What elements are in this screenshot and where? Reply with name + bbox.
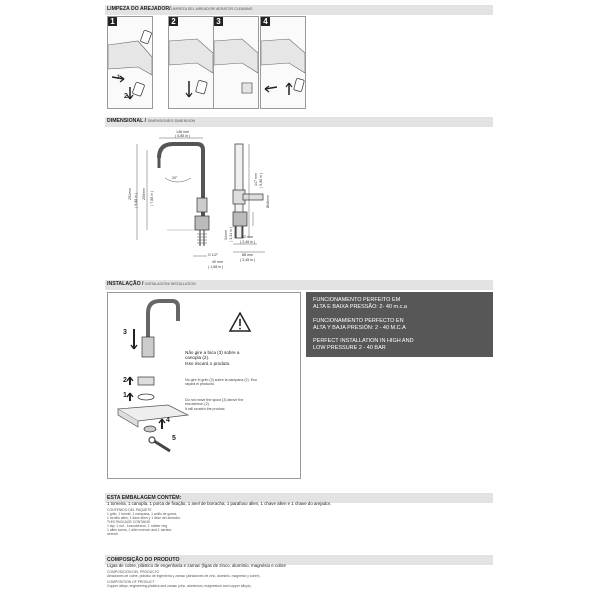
- part-number-2: 2: [123, 377, 127, 384]
- package-line: wrench.: [107, 532, 119, 536]
- installation-box: [107, 292, 301, 479]
- package-title: ESTA EMBALAGEM CONTÉM:: [107, 495, 182, 501]
- composition-line: Aleaciones de cobre, plástico de ingeniería y zamac (aleaciones de zinc, aluminio, magnesio y cobre).: [107, 574, 261, 578]
- dim-angle: 20°: [172, 176, 178, 180]
- installation-title: [107, 281, 196, 287]
- part-number-4: 4: [166, 417, 170, 424]
- step-number: 2: [169, 17, 178, 26]
- package-line: 1 grifo, 1 fuente, 1 campana, 1 anillo de goma,: [107, 512, 177, 516]
- package-line: 1 tornillo allen, 1 llave allen y 1 llave del aireador.: [107, 516, 181, 520]
- composition-title: COMPOSIÇÃO DO PRODUTO: [107, 557, 180, 563]
- package-line: 1 allen screw, 1 allen wrench and 1 aerator: [107, 528, 172, 532]
- warning-es: No gire el grifo (3) sobre la campana (2). Eso rayará el producto.: [185, 378, 257, 387]
- step-number: 1: [108, 17, 117, 26]
- warning-pt: Não gire a bica (3) sobre a canopla (2). Isso riscará o produto.: [185, 350, 240, 366]
- dim-spout-h: 147 mm: [254, 173, 258, 186]
- dim-base-h-in: ( 1,34 in ): [229, 226, 233, 242]
- dimensional-title: [107, 118, 195, 124]
- dim-height-total-in: ( 9,88 in ): [134, 192, 138, 208]
- cleaning-title-text: LIMPEZA DO AREJADOR/: [107, 6, 171, 12]
- arrow-label-2: 2: [124, 93, 128, 100]
- dim-base-w: 40 mm: [212, 260, 223, 264]
- step-number: 4: [261, 17, 270, 26]
- step-3-illustration: [214, 17, 258, 108]
- dim-base-h: 34mm: [224, 230, 228, 240]
- package-line: CONTENIDO DEL PAQUETE: [107, 508, 152, 512]
- dim-height-inner: 200mm: [142, 188, 146, 200]
- part-number-5: 5: [172, 435, 176, 442]
- dim-base-w-in: ( 1,58 in ): [208, 265, 224, 269]
- step-number: 3: [214, 17, 223, 26]
- installation-subtitle: INSTALACIÓN/ INSTALLATION: [144, 282, 196, 286]
- composition-line: COMPOSITION OF PRODUCT: [107, 580, 155, 584]
- part-number-3: 3: [123, 329, 127, 336]
- cleaning-step-3: [213, 16, 259, 109]
- composition-content-pt: Ligas de cobre, plástico de engenharia e zamac (ligas de zinco, alumínio, magnésio e cobre: [107, 563, 286, 568]
- cleaning-step-1: [107, 16, 153, 109]
- package-line: 1 tap, 1 nut , 1escutcheon, 1 rubber ring: [107, 524, 168, 528]
- dim-base-w3: 88 mm: [242, 253, 253, 257]
- part-number-1: 1: [123, 392, 127, 399]
- dim-base-w2: 62 mm: [242, 235, 253, 239]
- composition-line: COMPOSICIÓN DEL PRODUCTO: [107, 570, 160, 574]
- cleaning-step-4: [260, 16, 306, 109]
- arrow-label-1: 1: [117, 75, 121, 81]
- dim-base-w2-in: ( 2,46 in ): [240, 240, 256, 244]
- step-2-illustration: [169, 17, 213, 108]
- dimensional-subtitle: DIMENSIONES/ DIMENSION: [147, 119, 196, 123]
- dim-spout-h-in: ( 5,80 in ): [259, 172, 263, 188]
- pressure-pt: FUNCIONAMENTO PERFEITO EM ALTA E BAIXA PRESSÃO: 2- 40 m.c.a: [313, 297, 407, 310]
- package-line: THIS PACKAGE CONTAINS: [107, 520, 151, 524]
- step-4-illustration: [261, 17, 305, 108]
- dim-thread: G 1/2": [208, 253, 219, 257]
- pressure-en: PERFECT INSTALLATION IN HIGH AND LOW PRESSURE 2 - 40 BAR: [313, 338, 414, 351]
- cleaning-subtitle: LIMPIEZA DEL AIREADOR/ AERATOR CLEANING: [170, 7, 253, 11]
- dim-side-max: Ø48mm: [266, 195, 270, 208]
- package-content-pt: 1 torneira, 1 canopla, 1 porca de fixação, 1 anel de borracha, 1 parafuso allen, 1 chave allen e 1 chave do arejador.: [107, 501, 332, 506]
- composition-line: Copper alloys; engineering plastics and zamac (zinc, aluminium, magnesium and copper alloys).: [107, 584, 252, 588]
- dim-height-inner-in: ( 7,85 in ): [150, 190, 154, 206]
- cleaning-title: [107, 6, 252, 12]
- installation-title-text: INSTALAÇÃO /: [107, 281, 144, 287]
- warning-en: Do not move the spout (3) above the escutcheon (2). It will scratch the product.: [185, 398, 244, 411]
- dim-width-top: 148 mm: [176, 130, 189, 134]
- pressure-panel: [306, 292, 493, 357]
- dim-width-top-in: ( 5,85 in ): [175, 134, 191, 138]
- dim-base-w3-in: ( 3,45 in ): [240, 258, 256, 262]
- dimensional-title-text: DIMENSIONAL /: [107, 118, 147, 124]
- step-1-illustration: [108, 17, 152, 108]
- cleaning-step-2: [168, 16, 214, 109]
- dim-height-total: 251mm: [128, 188, 132, 200]
- pressure-es: FUNCIONAMIENTO PERFECTO EN ALTA Y BAJA PRESIÓN: 2 - 40 M.C.A: [313, 318, 406, 331]
